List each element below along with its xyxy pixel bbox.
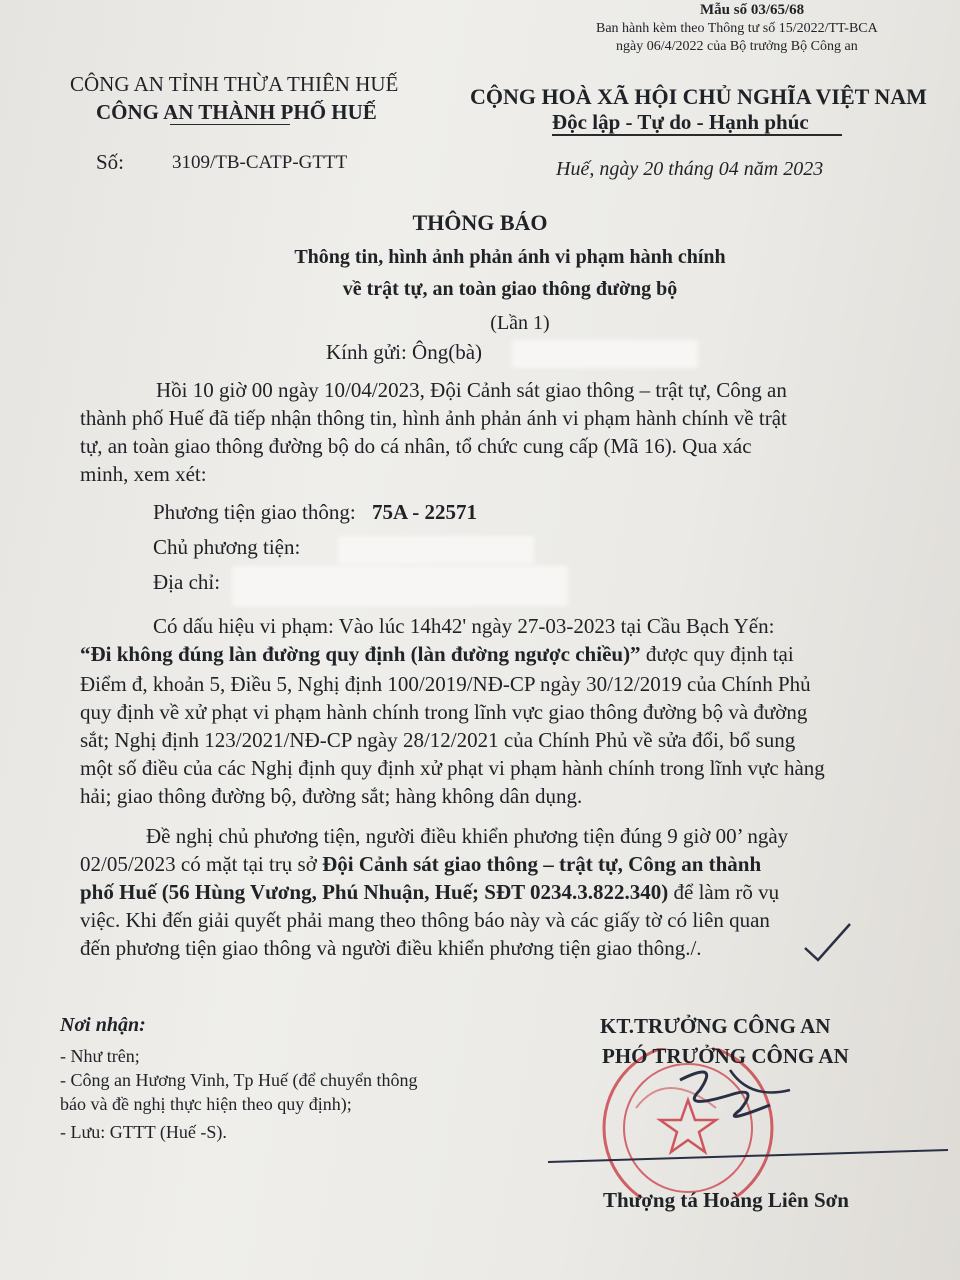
document-number-label: Số: — [96, 150, 125, 174]
signature-authority: KT.TRƯỞNG CÔNG AN — [600, 1014, 831, 1038]
violation-line — [80, 642, 794, 667]
violation-line: Điểm đ, khoản 5, Điều 5, Nghị định 100/2019/NĐ-CP ngày 30/12/2019 của Chính Phủ — [80, 672, 811, 696]
request-line — [80, 852, 761, 877]
salutation: Kính gửi: Ông(bà) — [326, 340, 483, 364]
redacted-owner-name — [338, 536, 534, 564]
motto-underline — [552, 134, 842, 136]
parent-organization: CÔNG AN TỈNH THỪA THIÊN HUẾ — [70, 72, 399, 96]
owner-label: Chủ phương tiện: — [153, 535, 301, 559]
office-name: Đội Cảnh sát giao thông – trật tự, Công an thành — [322, 852, 762, 876]
national-title: CỘNG HOÀ XÃ HỘI CHỦ NGHĨA VIỆT NAM — [470, 84, 927, 109]
request-line-start: 02/05/2023 có mặt tại trụ sở — [80, 852, 323, 876]
recipient-item: - Công an Hương Vinh, Tp Huế (để chuyển thông — [60, 1070, 418, 1090]
document-number: 3109/TB-CATP-GTTT — [172, 152, 348, 173]
national-motto: Độc lập - Tự do - Hạnh phúc — [552, 110, 809, 134]
request-line: việc. Khi đến giải quyết phải mang theo thông báo này và các giấy tờ có liên quan — [80, 908, 770, 932]
request-line — [80, 880, 779, 905]
document-subtitle-1: Thông tin, hình ảnh phản ánh vi phạm hành chính — [294, 246, 726, 268]
office-address: phố Huế (56 Hùng Vương, Phú Nhuận, Huế; SĐT 0234.3.822.340) — [80, 880, 669, 904]
violation-line: hải; giao thông đường bộ, đường sắt; hàng không dân dụng. — [80, 784, 583, 808]
address-label: Địa chỉ: — [153, 570, 221, 594]
redacted-address — [232, 566, 568, 606]
recipient-item: - Như trên; — [60, 1046, 140, 1066]
signer-name: Thượng tá Hoàng Liên Sơn — [603, 1188, 849, 1212]
redacted-recipient-name — [512, 340, 698, 368]
recipient-item: - Lưu: GTTT (Huế -S). — [60, 1122, 227, 1142]
notice-attempt: (Lần 1) — [490, 312, 550, 334]
place-and-date: Huế, ngày 20 tháng 04 năm 2023 — [556, 158, 824, 180]
request-line: Đề nghị chủ phương tiện, người điều khiển phương tiện đúng 9 giờ 00’ ngày — [146, 824, 789, 848]
checkmark-icon — [800, 918, 860, 968]
intro-line: minh, xem xét: — [80, 462, 207, 486]
signature-position: PHÓ TRƯỞNG CÔNG AN — [602, 1044, 849, 1068]
request-line-rest: để làm rõ vụ — [668, 880, 780, 904]
recipients-title: Nơi nhận: — [60, 1014, 146, 1036]
violation-line: quy định về xử phạt vi phạm hành chính trong lĩnh vực giao thông đường bộ và đường — [80, 700, 808, 724]
document-title: THÔNG BÁO — [412, 210, 548, 235]
handwritten-signature-icon — [660, 1060, 810, 1130]
violation-line: một số điều của các Nghị định quy định xử phạt vi phạm hành chính trong lĩnh vực hàng — [80, 756, 825, 780]
vehicle-plate: 75A - 22571 — [372, 500, 477, 524]
organization-underline — [170, 124, 290, 125]
request-line: đến phương tiện giao thông và người điều khiển phương tiện giao thông./. — [80, 936, 702, 960]
violation-line: Có dấu hiệu vi phạm: Vào lúc 14h42' ngày 27-03-2023 tại Cầu Bạch Yến: — [153, 614, 775, 638]
violation-description: “Đi không đúng làn đường quy định (làn đường ngược chiều)” — [80, 642, 641, 666]
intro-line: Hồi 10 giờ 00 ngày 10/04/2023, Đội Cảnh sát giao thông – trật tự, Công an — [156, 378, 787, 402]
intro-line: thành phố Huế đã tiếp nhận thông tin, hình ảnh phản ánh vi phạm hành chính về trật — [80, 406, 787, 430]
issuing-organization: CÔNG AN THÀNH PHỐ HUẾ — [96, 100, 377, 124]
recipient-item: báo và đề nghị thực hiện theo quy định); — [60, 1094, 352, 1114]
issued-note-line-1: Ban hành kèm theo Thông tư số 15/2022/TT-BCA — [596, 21, 878, 36]
form-code: Mẫu số 03/65/68 — [700, 2, 805, 18]
violation-line: sắt; Nghị định 123/2021/NĐ-CP ngày 28/12/2021 của Chính Phủ về sửa đổi, bổ sung — [80, 728, 796, 752]
intro-line: tự, an toàn giao thông đường bộ do cá nhân, tổ chức cung cấp (Mã 16). Qua xác — [80, 434, 752, 458]
document-subtitle-2: về trật tự, an toàn giao thông đường bộ — [342, 278, 678, 300]
violation-line-rest: được quy định tại — [640, 642, 794, 666]
issued-note-line-2: ngày 06/4/2022 của Bộ trưởng Bộ Công an — [616, 39, 858, 54]
vehicle-label: Phương tiện giao thông: — [153, 500, 356, 524]
signature-stroke-icon — [548, 1140, 948, 1170]
